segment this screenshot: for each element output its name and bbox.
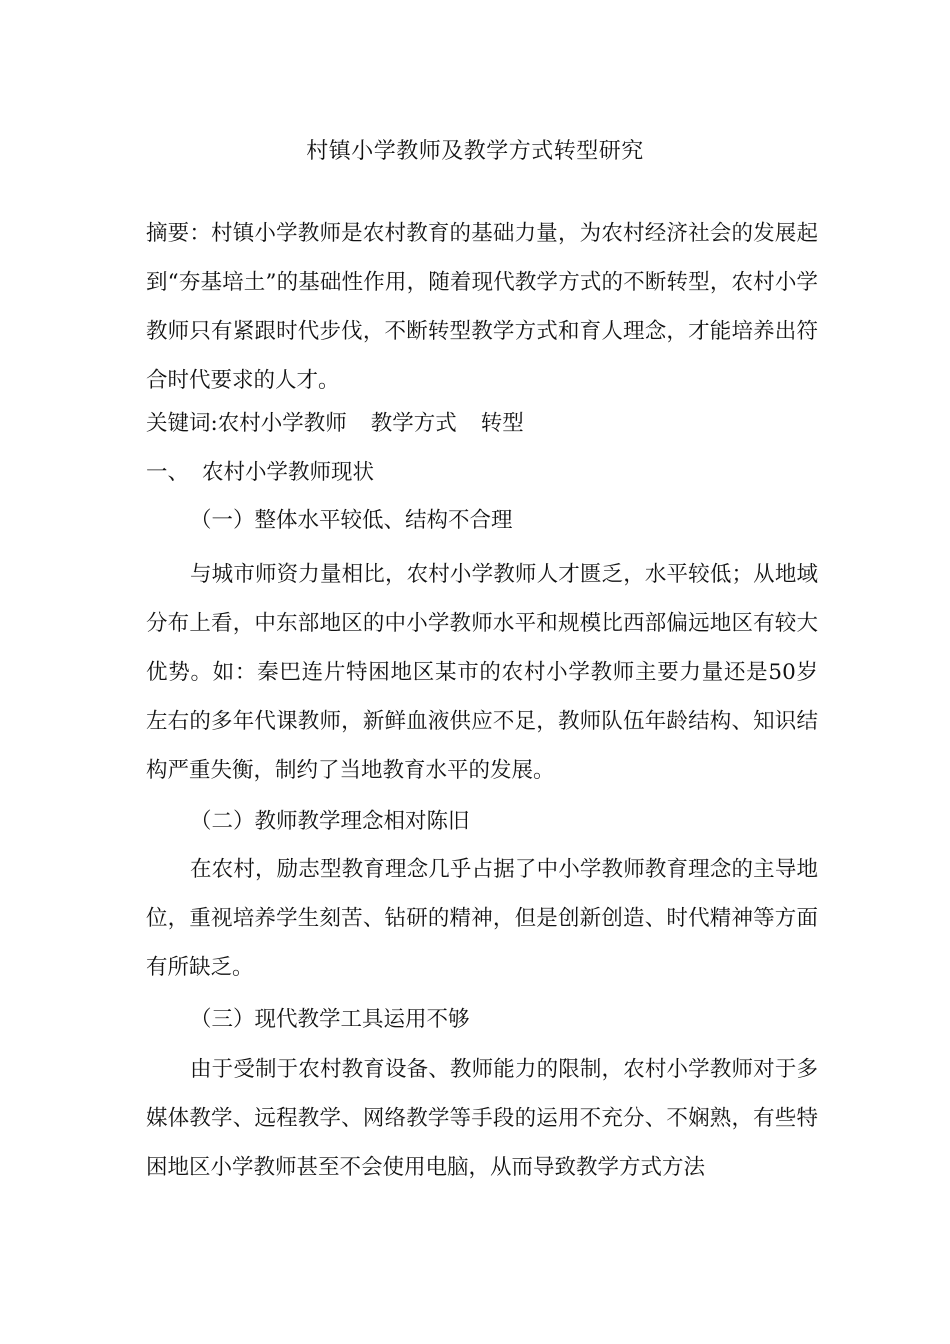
keywords-line — [146, 399, 818, 448]
subsection-heading-1: （一）整体水平较低、结构不合理 — [190, 508, 513, 533]
body-paragraph-2: 在农村，励志型教育理念几乎占据了中小学教师教育理念的主导地位，重视培养学生刻苦、钻研的精神，但是创新创造、时代精神等方面有所缺乏。 — [146, 857, 818, 980]
keywords-label: 关键词: — [146, 411, 218, 436]
keyword-item: 转型 — [480, 411, 524, 436]
keyword-item: 农村小学教师 — [217, 411, 347, 436]
section-heading — [146, 448, 818, 497]
subsection-heading-3: （三）现代教学工具运用不够 — [190, 1007, 470, 1032]
abstract-paragraph: 摘要：村镇小学教师是农村教育的基础力量，为农村经济社会的发展起到“夯基培土”的基础性作用，随着现代教学方式的不断转型，农村小学教师只有紧跟时代步伐，不断转型教学方式和育人理念，才能培养出符合时代要求的人才。 — [146, 221, 818, 393]
body-paragraph-3: 由于受制于农村教育设备、教师能力的限制，农村小学教师对于多媒体教学、远程教学、网络教学等手段的运用不充分、不娴熟，有些特困地区小学教师甚至不会使用电脑，从而导致教学方式方法 — [146, 1057, 818, 1180]
section-title: 农村小学教师现状 — [202, 460, 375, 485]
body-paragraph-1: 与城市师资力量相比，农村小学教师人才匮乏，水平较低；从地域分布上看，中东部地区的中小学教师水平和规模比西部偏远地区有较大优势。如：秦巴连片特困地区某市的农村小学教师主要力量还是50岁左右的多年代课教师，新鲜血液供应不足，教师队伍年龄结构、知识结构严重失衡，制约了当地教育水平的发展。 — [146, 562, 818, 783]
subsection-heading-2: （二）教师教学理念相对陈旧 — [190, 809, 470, 834]
document-title: 村镇小学教师及教学方式转型研究 — [306, 139, 644, 164]
section-number: 一、 — [146, 460, 190, 485]
keyword-item: 教学方式 — [370, 411, 457, 436]
